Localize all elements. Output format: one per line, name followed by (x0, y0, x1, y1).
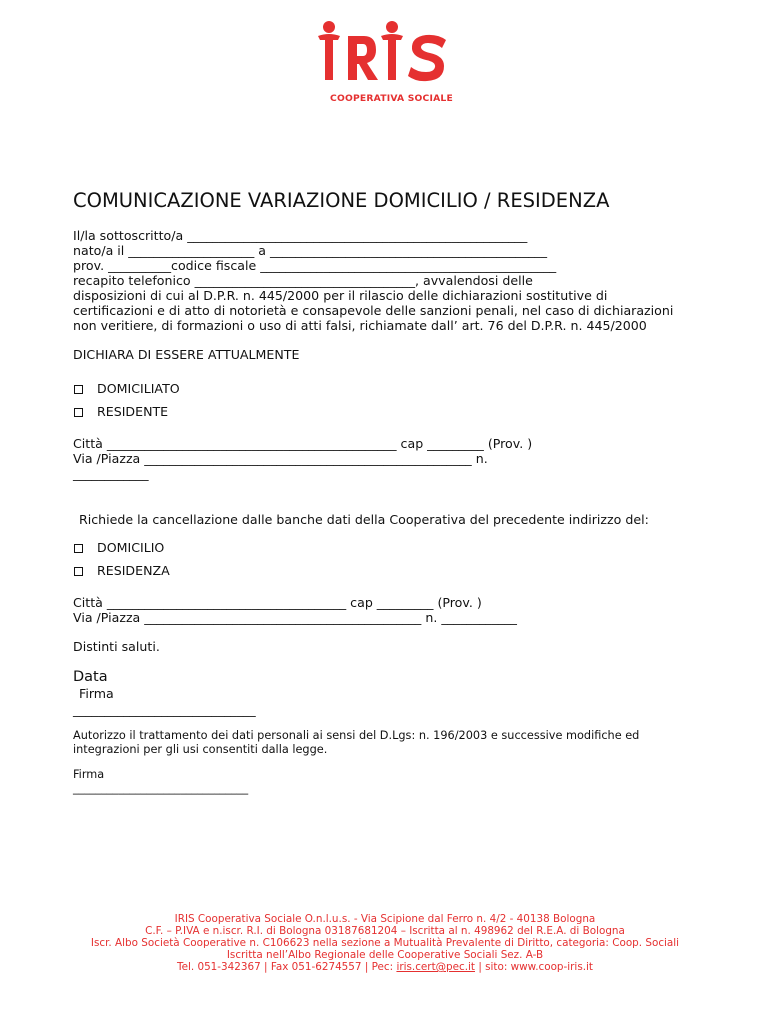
address1-street-line[interactable]: Via /Piazza ____________________________________________________ n. (73, 451, 488, 466)
address1-city-line[interactable]: Città ______________________________________________ cap _________ (Prov. ) (73, 436, 533, 451)
footer-line-3: Iscr. Albo Società Cooperative n. C106623 nella sezione a Mutualità Prevalente di Diritto, categoria: Coop. Sociali (90, 937, 680, 949)
declare-heading: DICHIARA DI ESSERE ATTUALMENTE (73, 347, 300, 362)
intro-line-2: nato/a il ____________________ a ____________________________________________ (73, 243, 548, 258)
address1-number-line[interactable]: ____________ (73, 466, 149, 481)
address2-street-line[interactable]: Via /Piazza ____________________________________________ n. ____________ (73, 610, 517, 625)
footer-line-4: Iscritta nell’Albo Regionale delle Cooperative Sociali Sez. A-B (226, 949, 544, 961)
footer-website: | sito: www.coop-iris.it (475, 961, 593, 973)
footer-line-1: IRIS Cooperativa Sociale O.n.l.u.s. - Via Scipione dal Ferro n. 4/2 - 40138 Bologna (174, 913, 596, 925)
intro-line-1: Il/la sottoscritto/a ______________________________________________________ (73, 228, 528, 243)
pec-email-link[interactable]: iris.cert@pec.it (396, 961, 476, 973)
consent-line-2: integrazioni per gli usi consentiti dalla legge. (73, 743, 328, 756)
signature-line-2[interactable]: _______________________________ (73, 782, 249, 795)
firma-label-2: Firma (73, 768, 105, 781)
signature-line-1[interactable]: _____________________________ (73, 702, 256, 717)
request-line: Richiede la cancellazione dalle banche dati della Cooperativa del precedente indirizzo del: (79, 512, 649, 527)
option-residente-label: RESIDENTE (97, 404, 169, 419)
address2-city-line[interactable]: Città ______________________________________ cap _________ (Prov. ) (73, 595, 482, 610)
footer-line-5 (0, 961, 770, 973)
iris-logo-figures-icon (316, 18, 456, 94)
consent-line-1: Autorizzo il trattamento dei dati personali ai sensi del D.Lgs: n. 196/2003 e successive modifiche ed (73, 729, 640, 742)
intro-line-7: non veritiere, di formazioni o uso di atti falsi, richiamate dall’ art. 76 del D.P.R. n. 445/2000 (73, 318, 647, 333)
logo-subtitle: COOPERATIVA SOCIALE (330, 93, 453, 104)
checkbox-domicilio[interactable] (74, 544, 83, 553)
footer-line-2: C.F. – P.IVA e n.iscr. R.I. di Bologna 03187681204 – Iscritta al n. 498962 del R.E.A. di Bologna (145, 925, 625, 937)
checkbox-residente[interactable] (74, 408, 83, 417)
intro-line-4: recapito telefonico ___________________________________, avvalendosi delle (73, 273, 533, 288)
iris-logo (316, 18, 456, 108)
closing-text: Distinti saluti. (73, 639, 160, 654)
data-label: Data (73, 669, 108, 685)
footer-contacts: Tel. 051-342367 | Fax 051-6274557 | Pec: (177, 961, 397, 973)
option-residenza-label: RESIDENZA (97, 563, 170, 578)
option-domicilio-label: DOMICILIO (97, 540, 165, 555)
intro-line-6: certificazioni e di atto di notorietà e consapevole delle sanzioni penali, nel caso di dichiarazioni (73, 303, 674, 318)
intro-line-3: prov. __________codice fiscale _______________________________________________ (73, 258, 557, 273)
page-title: COMUNICAZIONE VARIAZIONE DOMICILIO / RESIDENZA (73, 189, 610, 212)
option-domiciliato-label: DOMICILIATO (97, 381, 180, 396)
checkbox-residenza[interactable] (74, 567, 83, 576)
intro-line-5: disposizioni di cui al D.P.R. n. 445/2000 per il rilascio delle dichiarazioni sostitutive di (73, 288, 608, 303)
firma-label-1: Firma (79, 686, 114, 701)
checkbox-domiciliato[interactable] (74, 385, 83, 394)
